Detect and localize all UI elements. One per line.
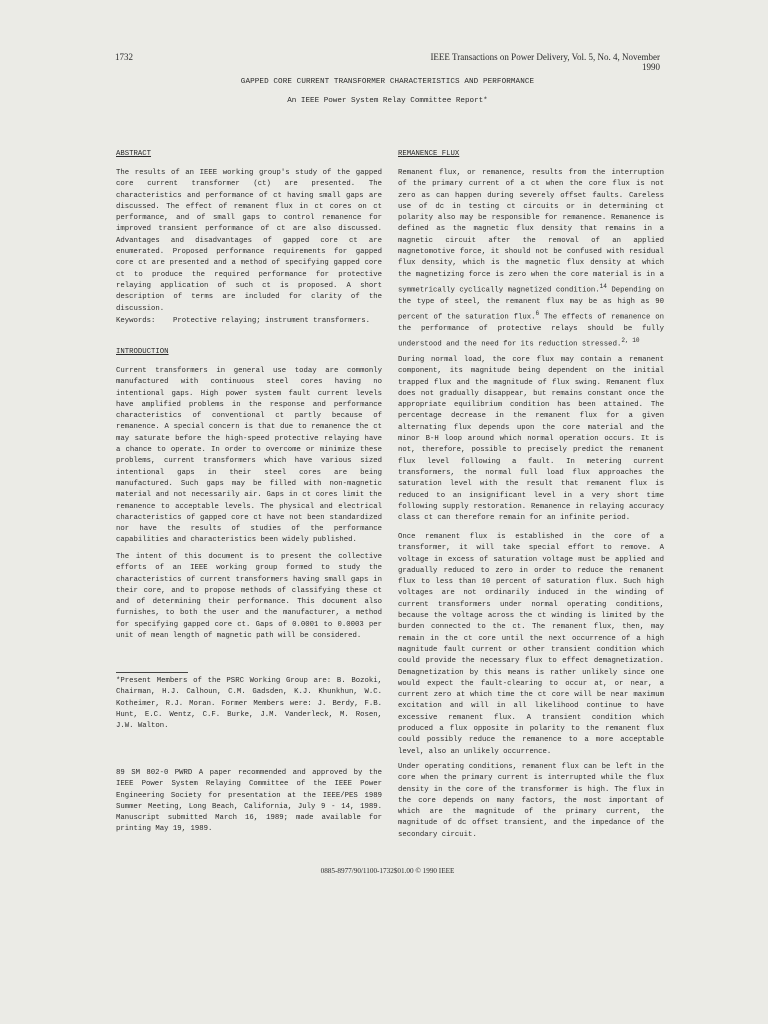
remanence-paragraph-4: Under operating conditions, remanent flux can be left in the core when the primary current is interrupted while the flux density in the core of the transformer is high. The flux in the core depends on many factors, the most important of which are the magnitude of the primary current, the magnitude of dc offset transient, and the impedance of the secondary circuit. xyxy=(398,763,664,839)
keywords-label: Keywords: xyxy=(116,317,156,325)
remanence-paragraph-3: Once remanent flux is established in the core of a transformer, it will take special effort to remove. A voltage in excess of saturation voltage must be applied and gradually reduced to zero in order to reduce the remanent flux to less than 10 percent of saturation flux. Such high voltages are not ordinarily induced in the winding of current transformers under normal operating conditions, because the voltage across the ct winding is limited by the burden connected to the ct. The remanent flux, then, may remain in the ct core until the next occurrence of a high magnitude fault current or other transient condition which could provide the necessary flux to effect demagnetization. Demagnetization by this means is rather unlikely since one would expect the fault-clearing to occur at, or near, a current zero at which time the ct core will be near maximum excitation and will in all likelihood continue to have excessive remanent flux. A transient condition which produced a flux opposite in polarity to the remanent flux could possibly reduce the remanence to a more acceptable level, also an unlikely occurrence. xyxy=(398,533,664,756)
remanence-paragraph-1: Remanent flux, or remanence, results from the interruption of the primary current of a ct when the core flux is not zero as can happen during severely offset faults. Careless use of dc in testing ct circuits or in determining ct polarity also may be responsible for remanence. Remanence is defined as the magnetic flux density that remains in a magnetic circuit after the removal of an applied magnetomotive force, it should not be confused with residual flux density, which is the magnetic flux density at which the magnetizing force is zero when the core material is in a symmetrically cyclically magnetized condition.$^{14}$ Depending on the type of steel, the remanent flux may be as high as 90 percent of the saturation flux.$^6$ The effects of remanence on the performance of protective relays should be fully understood and the need for its reduction stressed.$^{2, 10}$ xyxy=(398,169,664,349)
reference-6: 6 xyxy=(535,309,540,317)
abstract-heading: ABSTRACT xyxy=(116,150,152,158)
abstract-text: The results of an IEEE working group's study of the gapped core current transformer (ct) are presented. The characteristics and performance of ct having small gaps are discussed. The effect of remanent flux in ct cores on ct performance, and of small gaps to control remanence for improved transient performance of ct are also discussed. Advantages and disadvantages of gapped core ct are enumerated. Proposed performance requirements for gapped core ct are presented and a method of specifying gapped core ct to produce the required performance for protective relaying application of such ct is proposed. A short description of terms are included for clarity of the discussion. xyxy=(116,169,382,313)
paper-title: GAPPED CORE CURRENT TRANSFORMER CHARACTERISTICS AND PERFORMANCE xyxy=(240,78,535,86)
remanence-paragraph-2: During normal load, the core flux may contain a remanent component, its magnitude being dependent on the initial trapped flux and the magnitude of flux swing. Remanent flux does not gradually disappear, but remains constant once the appropriate equilibrium condition has been attained. The percentage decrease in the remanent flux for a given alternating flux depends upon the core material and the minor B-H loop around which normal operation occurs. It is not, therefore, possible to precisely predict the remanent flux level following a fault. In metering current transformers, the normal full load flux approaches the saturation level with the result that remanent flux is reduced to an insignificant level in a very short time following supply restoration. Remanence in relaying accuracy class ct can therefore remain for an infinite period. xyxy=(398,356,664,523)
reference-2-10: 2, 10 xyxy=(621,337,640,344)
members-footnote: *Present Members of the PSRC Working Group are: B. Bozoki, Chairman, H.J. Calhoun, C.M. Gadsden, K.J. Khunkhun, W.C. Kotheimer, R.J. Moran. Former Members were: J. Berdy, F.B. Hunt, E.C. Wentz, C.F. Burke, J.M. Vanderleck, M. Rosen, J.W. Walton. xyxy=(116,677,382,731)
keywords xyxy=(116,316,382,327)
journal-header: IEEE Transactions on Power Delivery, Vol. 5, No. 4, November 1990 xyxy=(430,52,660,72)
page-number: 1732 xyxy=(115,52,133,62)
reference-14: 14 xyxy=(599,282,607,290)
copyright-footer: 0885-8977/90/1100-1732$01.00 © 1990 IEEE xyxy=(320,867,455,875)
introduction-paragraph-1: Current transformers in general use today are commonly manufactured with continuous steel cores having no intentional gaps. High power system fault current levels have amplified problems in the response and performance characteristics of conventional ct partly because of remanence. A special concern is that due to remanence the ct may saturate before the high-speed protective relaying have a chance to operate. In order to overcome or minimize these problems, current transformers which have various sized intentional gaps in their steel cores are being manufactured. Such gaps may be filled with non-magnetic material and not necessarily air. Gaps in ct cores limit the remanence to acceptable levels. The physical and electrical characteristics of gapped core ct have not been standardized nor have the results of studies of the performance capabilities and characteristics been widely published. xyxy=(116,367,382,545)
paper-recommendation-note: 89 SM 802-0 PWRD A paper recommended and approved by the IEEE Power System Relaying Committee of the IEEE Power Engineering Society for presentation at the IEEE/PES 1989 Summer Meeting, Long Beach, California, July 9 - 14, 1989. Manuscript submitted March 16, 1989; made available for printing May 19, 1989. xyxy=(116,769,382,834)
paper-subtitle: An IEEE Power System Relay Committee Report* xyxy=(287,97,488,105)
footnote-rule xyxy=(116,672,188,673)
keywords-text: Protective relaying; instrument transformers. xyxy=(173,317,371,325)
introduction-paragraph-2: The intent of this document is to present the collective efforts of an IEEE working group formed to study the characteristics of current transformers having small gaps in their core, and to propose methods of classifying these ct and of determining their performance. This document also furnishes, to both the user and the manufacturer, a method for specifying gapped core ct. Gaps of 0.0001 to 0.0003 per unit of mean length of magnetic path will be considered. xyxy=(116,553,382,641)
introduction-heading: INTRODUCTION xyxy=(116,348,169,356)
remanence-heading: REMANENCE FLUX xyxy=(398,150,460,158)
